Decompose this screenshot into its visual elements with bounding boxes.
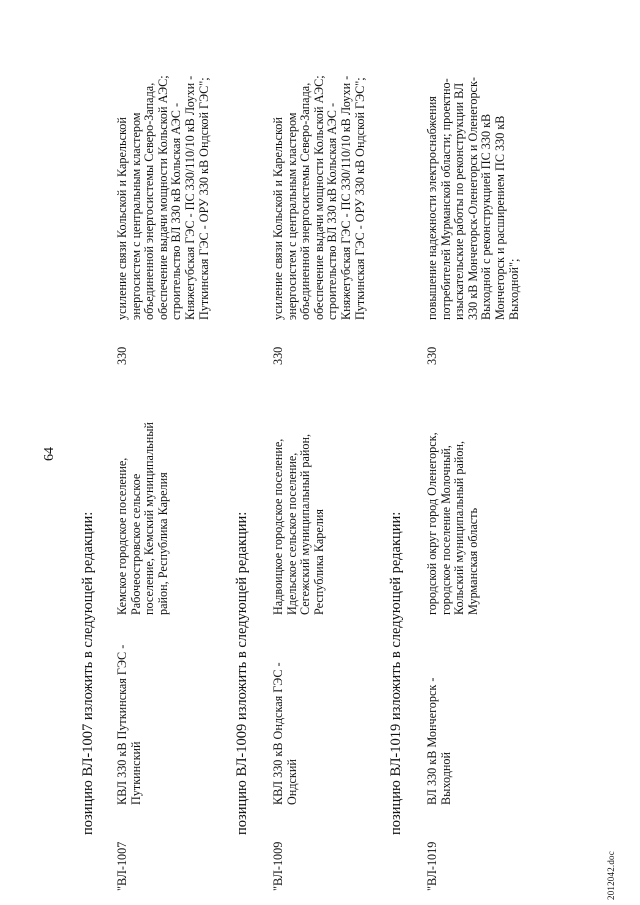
section-2-purpose: усиление связи Кольской и Карельской энергосистем с центральным кластером объединенной энергосистемы Северо-Запада, обеспечение выдачи мощности Кольской АЭС; строительство ВЛ 330 кВ Кольская АЭС - Княжегубская ГЭС - ПС 330/110/10 кВ Лоухи - Путкинская ГЭС - ОРУ 330 кВ Ондской ГЭС"; — [271, 75, 367, 320]
section-3-code: "ВЛ-1019 — [425, 841, 439, 891]
section-3-name: ВЛ 330 кВ Мончегорск - Выходной — [425, 677, 453, 805]
section-2-instruction: позицию ВЛ-1009 изложить в следующей редакции: — [234, 511, 250, 835]
section-2-location: Надвоицкое городское поселение, Идельское сельское поселение, Сегежский муниципальный район, Республика Карелия — [271, 433, 326, 615]
section-1-voltage: 330 — [115, 346, 129, 365]
section-3-purpose: повышение надежности электроснабжения потребителей Мурманской области; проектно-изыскательские работы по реконструкции ВЛ 330 кВ Мончегорск-Оленегорск и Оленегорск-Выходной с реконструкцией ПС 330 кВ Мончегорск и расширением ПС 330 кВ Выходной"; — [425, 77, 521, 320]
section-3-voltage: 330 — [425, 346, 439, 365]
section-2-name: КВЛ 330 кВ Ондская ГЭС - Ондский — [271, 662, 299, 805]
section-2-voltage: 330 — [271, 346, 285, 365]
section-1-code: "ВЛ-1007 — [115, 841, 129, 891]
page-number: 64 — [42, 447, 57, 461]
section-1-location: Кемское городское поселение, Рабочеостровское сельское поселение, Кемский муниципальный район, Республика Карелия — [115, 422, 170, 615]
section-2-code: "ВЛ-1009 — [271, 841, 285, 891]
footer-document-ref: 2012042.doc — [606, 851, 616, 900]
section-1-purpose: усиление связи Кольской и Карельской энергосистем с центральным кластером объединенной энергосистемы Северо-Запада, обеспечение выдачи мощности Кольской АЭС; строительство ВЛ 330 кВ Кольская АЭС - Княжегубская ГЭС - ПС 330/110/10 кВ Лоухи - Путкинская ГЭС - ОРУ 330 кВ Ондской ГЭС"; — [115, 75, 211, 320]
section-1-name: КВЛ 330 кВ Путкинская ГЭС - Путкинский — [115, 644, 143, 805]
section-3-instruction: позицию ВЛ-1019 изложить в следующей редакции: — [388, 511, 404, 835]
section-3-location: городской округ город Оленегорск, городское поселение Молочный, Кольский муниципальный район, Мурманская область — [425, 432, 480, 615]
section-1-instruction: позицию ВЛ-1007 изложить в следующей редакции: — [80, 511, 96, 835]
